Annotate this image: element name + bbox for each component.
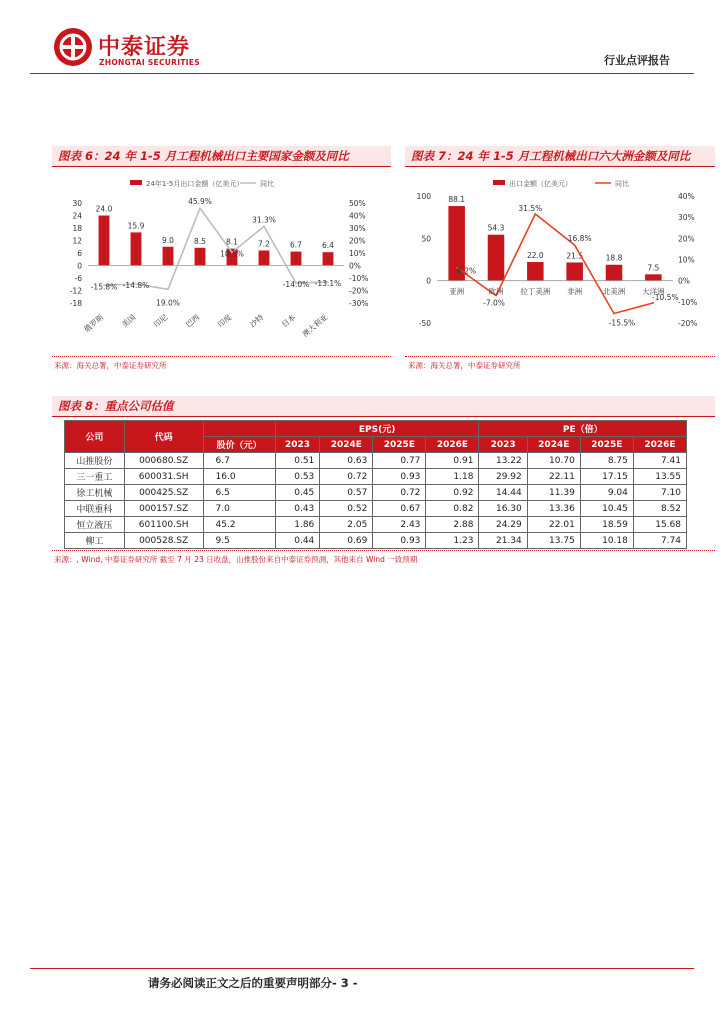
category-label: 沙特: [248, 312, 266, 330]
cell-pe-1: 22.11: [527, 469, 580, 485]
cell-price: 7.0: [203, 501, 275, 517]
cell-eps-0: 1.86: [275, 517, 320, 533]
cell-price: 6.5: [203, 485, 275, 501]
table-row: [65, 501, 687, 517]
yoy-data-label: 31.3%: [252, 215, 276, 225]
y-right-tick-label: 30%: [678, 213, 695, 223]
valuation-table: [64, 420, 687, 549]
footer-disclaimer: 请务必阅读正文之后的重要声明部分: [148, 976, 332, 990]
category-label: 大洋洲: [642, 287, 665, 296]
bar: [323, 252, 334, 265]
figure7-title-rule: [405, 166, 715, 167]
bar-data-label: 18.8: [605, 253, 623, 263]
yoy-data-label: -7.0%: [483, 298, 505, 308]
cell-pe-1: 13.36: [527, 501, 580, 517]
y-left-tick-label: 6: [77, 249, 82, 258]
cell-pe-1: 13.75: [527, 533, 580, 549]
cell-eps-3: 1.23: [426, 533, 479, 549]
bar: [566, 262, 583, 280]
cell-eps-2: 0.93: [373, 469, 426, 485]
cell-eps-3: 1.18: [426, 469, 479, 485]
y-left-tick-label: 30: [72, 199, 82, 208]
cell-pe-3: 7.10: [633, 485, 686, 501]
cell-eps-3: 0.92: [426, 485, 479, 501]
figure6-source-rule: [52, 356, 391, 357]
cell-eps-2: 2.43: [373, 517, 426, 533]
category-label: 巴西: [184, 312, 202, 330]
yoy-data-label: -13.1%: [314, 278, 342, 288]
legend-bar-swatch: [493, 180, 505, 185]
cell-pe-3: 13.55: [633, 469, 686, 485]
y-right-tick-label: -30%: [349, 299, 369, 308]
header-code: 代码: [124, 421, 203, 453]
company-name-cn: 中泰证券: [98, 35, 191, 60]
cell-pe-3: 15.68: [633, 517, 686, 533]
yoy-point: [574, 244, 576, 246]
yoy-data-label: -10.5%: [652, 292, 679, 302]
footer-text: [148, 975, 358, 991]
cell-eps-1: 2.05: [320, 517, 373, 533]
cell-code: 600031.SH: [124, 469, 203, 485]
table-row: [65, 453, 687, 469]
y-left-tick-label: 0: [77, 261, 82, 271]
yoy-data-label: 45.9%: [188, 197, 212, 207]
bar: [291, 252, 302, 266]
category-label: 印尼: [152, 312, 170, 330]
y-right-tick-label: 40%: [349, 211, 366, 221]
bar: [195, 248, 206, 266]
yoy-data-label: 16.8%: [567, 234, 592, 244]
figure7-chart: [405, 168, 715, 354]
bar-data-label: 22.0: [526, 251, 544, 261]
cell-eps-2: 0.67: [373, 501, 426, 517]
category-label: 澳大利亚: [300, 312, 330, 339]
cell-eps-3: 2.88: [426, 517, 479, 533]
y-right-tick-label: -10%: [349, 274, 369, 283]
bar-data-label: 7.2: [258, 239, 270, 249]
header-eps-2023: 2023: [275, 437, 320, 453]
cell-eps-3: 0.82: [426, 501, 479, 517]
cell-pe-2: 18.59: [580, 517, 633, 533]
cell-company: 恒立液压: [65, 517, 125, 533]
y-right-tick-label: 10%: [678, 255, 695, 265]
category-label: 欧洲: [488, 287, 504, 296]
bar: [259, 251, 270, 266]
bar-data-label: 9.0: [162, 235, 174, 245]
cell-price: 16.0: [203, 469, 275, 485]
y-left-tick-label: 18: [72, 224, 82, 233]
header-eps: EPS(元): [275, 421, 479, 437]
cell-eps-0: 0.43: [275, 501, 320, 517]
cell-pe-3: 7.74: [633, 533, 686, 549]
bar: [488, 235, 505, 281]
bar: [606, 265, 623, 281]
figure6-source: 来源：海关总署，中泰证券研究所: [54, 361, 167, 370]
cell-code: 601100.SH: [124, 517, 203, 533]
y-left-tick-label: 50: [421, 234, 431, 244]
figure8-title-rule: [52, 416, 715, 417]
y-right-tick-label: -10%: [678, 297, 698, 307]
cell-code: 000157.SZ: [124, 501, 203, 517]
y-left-tick-label: 24: [72, 211, 82, 221]
legend-bar-label: 出口金额（亿美元）: [509, 180, 572, 188]
cell-pe-2: 10.45: [580, 501, 633, 517]
cell-pe-2: 8.75: [580, 453, 633, 469]
cell-pe-2: 9.04: [580, 485, 633, 501]
yoy-data-label: -14.8%: [122, 281, 150, 290]
y-left-tick-label: 12: [72, 236, 82, 246]
footer-rule: [30, 968, 694, 969]
yoy-point: [653, 302, 655, 304]
yoy-point: [263, 226, 265, 228]
cell-pe-1: 11.39: [527, 485, 580, 501]
y-left-tick-label: -50: [418, 319, 431, 328]
figure8-source: 来源：, Wind, 中泰证券研究所 截至 7 月 23 日收盘，山推股份来自中泰证券预测，其他来自 Wind 一致预期: [54, 555, 418, 564]
y-right-tick-label: 0%: [678, 276, 690, 286]
yoy-data-label: -14.0%: [282, 280, 310, 289]
bar-data-label: 15.9: [127, 221, 145, 231]
header-eps-2024e: 2024E: [320, 437, 373, 453]
header-pe-2026e: 2026E: [633, 437, 686, 453]
y-right-tick-label: 10%: [349, 249, 366, 258]
cell-code: 000528.SZ: [124, 533, 203, 549]
page-number: - 3 -: [332, 976, 358, 990]
cell-pe-0: 21.34: [479, 533, 527, 549]
figure7-source-rule: [405, 356, 715, 357]
cell-price: 6.7: [203, 453, 275, 469]
bar-data-label: 21.5: [566, 251, 584, 261]
header-rule: [30, 73, 694, 74]
y-right-tick-label: 30%: [349, 224, 366, 233]
header-pe-2025e: 2025E: [580, 437, 633, 453]
legend-bar-swatch: [130, 180, 142, 185]
y-right-tick-label: 20%: [678, 234, 695, 244]
cell-pe-3: 7.41: [633, 453, 686, 469]
category-label: 亚洲: [449, 287, 465, 296]
y-left-tick-label: -18: [69, 299, 82, 308]
bar-data-label: 8.5: [194, 236, 206, 246]
cell-pe-0: 24.29: [479, 517, 527, 533]
header-pe: PE（倍）: [479, 421, 687, 437]
category-label: 日本: [280, 312, 298, 330]
bar: [645, 274, 662, 280]
yoy-data-label: 19.0%: [156, 298, 180, 308]
y-right-tick-label: 0%: [349, 261, 361, 271]
cell-eps-0: 0.44: [275, 533, 320, 549]
y-left-tick-label: 0: [426, 276, 431, 286]
y-left-tick-label: -12: [69, 286, 82, 296]
bar-data-label: 6.4: [322, 241, 334, 251]
cell-price: 9.5: [203, 533, 275, 549]
figure6-chart: [52, 168, 391, 354]
header-pe-2023: 2023: [479, 437, 527, 453]
cell-eps-1: 0.69: [320, 533, 373, 549]
legend-bar-label: 24年1-5月出口金额（亿美元）: [146, 180, 244, 188]
header-eps-2026e: 2026E: [426, 437, 479, 453]
yoy-data-label: -15.5%: [608, 318, 636, 328]
cell-eps-2: 0.93: [373, 533, 426, 549]
cell-company: 中联重科: [65, 501, 125, 517]
y-right-tick-label: 50%: [349, 199, 366, 208]
cell-pe-0: 14.44: [479, 485, 527, 501]
cell-pe-2: 17.15: [580, 469, 633, 485]
cell-eps-2: 0.77: [373, 453, 426, 469]
bar: [131, 232, 142, 265]
y-right-tick-label: 20%: [349, 236, 366, 246]
cell-pe-1: 22.01: [527, 517, 580, 533]
table-row: [65, 517, 687, 533]
yoy-point: [167, 288, 169, 290]
y-right-tick-label: -20%: [349, 286, 369, 296]
bar-data-label: 8.1: [226, 237, 238, 247]
header-eps-2025e: 2025E: [373, 437, 426, 453]
table-row: [65, 485, 687, 501]
cell-eps-0: 0.51: [275, 453, 320, 469]
cell-pe-3: 8.52: [633, 501, 686, 517]
header-company: 公司: [65, 421, 125, 453]
cell-company: 山推股份: [65, 453, 125, 469]
cell-eps-1: 0.63: [320, 453, 373, 469]
cell-eps-1: 0.72: [320, 469, 373, 485]
y-right-tick-label: 40%: [678, 192, 695, 201]
yoy-data-label: 31.5%: [518, 203, 543, 213]
table-row: [65, 469, 687, 485]
cell-company: 柳工: [65, 533, 125, 549]
category-label: 印度: [216, 312, 234, 330]
cell-code: 000680.SZ: [124, 453, 203, 469]
table-row: [65, 533, 687, 549]
legend-line-label: 同比: [260, 180, 274, 188]
cell-eps-1: 0.52: [320, 501, 373, 517]
figure8-source-rule: [52, 550, 715, 551]
category-label: 北美洲: [602, 287, 626, 296]
yoy-point: [535, 213, 537, 215]
header-price: 股价（元）: [203, 437, 275, 453]
yoy-point: [613, 313, 615, 315]
bar-data-label: 88.1: [448, 195, 466, 205]
yoy-point: [199, 207, 201, 209]
cell-pe-2: 10.18: [580, 533, 633, 549]
company-name-en: ZHONGTAI SECURITIES: [99, 58, 200, 67]
bar-data-label: 24.0: [95, 204, 113, 214]
cell-company: 三一重工: [65, 469, 125, 485]
cell-code: 000425.SZ: [124, 485, 203, 501]
cell-eps-1: 0.57: [320, 485, 373, 501]
header-blank: [203, 421, 275, 437]
bar: [527, 262, 544, 281]
cell-pe-0: 29.92: [479, 469, 527, 485]
y-right-tick-label: -20%: [678, 319, 698, 328]
bar: [99, 216, 110, 266]
table-header-row-1: [65, 421, 687, 437]
bar-data-label: 7.5: [647, 263, 660, 273]
yoy-data-label: 6.2%: [457, 266, 477, 276]
yoy-data-label: -15.8%: [90, 282, 118, 292]
report-type: 行业点评报告: [604, 54, 670, 67]
cell-eps-2: 0.72: [373, 485, 426, 501]
cell-pe-0: 13.22: [479, 453, 527, 469]
cell-eps-0: 0.45: [275, 485, 320, 501]
category-label: 俄罗斯: [82, 312, 106, 334]
cell-eps-0: 0.53: [275, 469, 320, 485]
bar-data-label: 6.7: [290, 240, 302, 250]
figure7-title: 图表 7：24 年 1-5 月工程机械出口六大洲金额及同比: [405, 146, 715, 166]
figure7-source: 来源：海关总署，中泰证券研究所: [408, 361, 521, 370]
bar-data-label: 54.3: [487, 223, 505, 233]
cell-pe-1: 10.70: [527, 453, 580, 469]
cell-price: 45.2: [203, 517, 275, 533]
cell-pe-0: 16.30: [479, 501, 527, 517]
legend-line-label: 同比: [615, 180, 629, 188]
company-logo-icon: [54, 28, 92, 66]
y-left-tick-label: 100: [416, 192, 431, 201]
cell-eps-3: 0.91: [426, 453, 479, 469]
y-left-tick-label: -6: [74, 274, 82, 283]
category-label: 非洲: [567, 287, 583, 296]
bar: [163, 247, 174, 266]
header-pe-2024e: 2024E: [527, 437, 580, 453]
figure6-title-rule: [52, 166, 391, 167]
figure8-title: 图表 8：重点公司估值: [52, 396, 715, 416]
category-label: 美国: [120, 312, 138, 330]
figure6-title: 图表 6：24 年 1-5 月工程机械出口主要国家金额及同比: [52, 146, 391, 166]
category-label: 拉丁美洲: [520, 287, 551, 296]
yoy-data-label: 10.5%: [220, 249, 244, 259]
cell-company: 徐工机械: [65, 485, 125, 501]
